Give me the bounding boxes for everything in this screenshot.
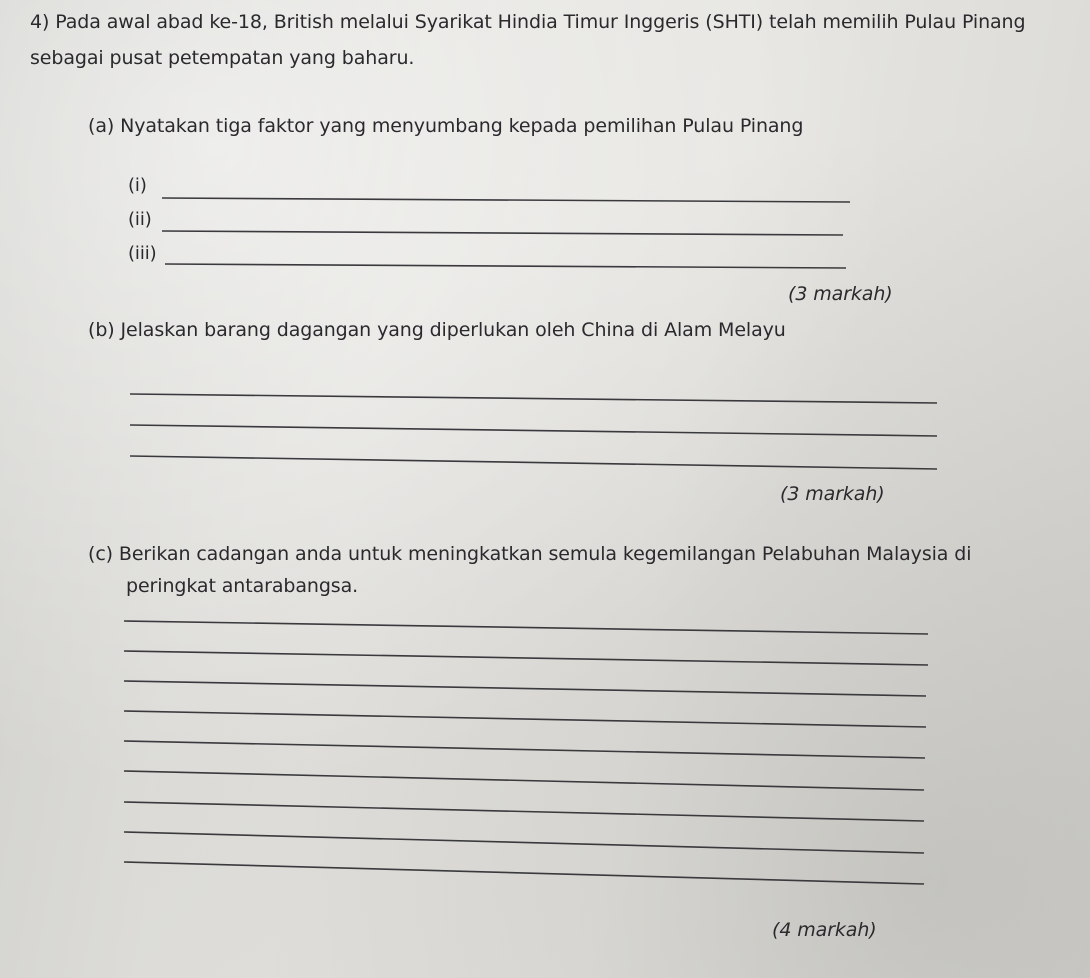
part-c-answer-line-4[interactable]: [124, 711, 926, 727]
part-b-marks: (3 markah): [780, 483, 885, 505]
part-b-prompt: (b) Jelaskan barang dagangan yang diperlukan oleh China di Alam Melayu: [88, 319, 786, 341]
part-a-item-2-label: (ii): [128, 209, 152, 230]
part-a-marks: (3 markah): [788, 283, 893, 305]
part-c-answer-line-3[interactable]: [124, 681, 926, 696]
part-a-answer-line-3[interactable]: [165, 264, 846, 268]
part-b-answer-line-2[interactable]: [130, 425, 937, 436]
part-c-answer-line-1[interactable]: [124, 621, 928, 634]
part-c-answer-line-8[interactable]: [124, 832, 924, 853]
part-a-item-3-label: (iii): [128, 243, 157, 264]
part-a-answer-line-2[interactable]: [162, 231, 843, 235]
part-a-item-1-label: (i): [128, 175, 147, 196]
part-c-answer-line-5[interactable]: [124, 741, 925, 758]
part-c-answer-line-7[interactable]: [124, 802, 924, 821]
part-a-answer-line-1[interactable]: [162, 198, 850, 202]
part-c-marks: (4 markah): [772, 919, 877, 941]
part-b-answer-line-3[interactable]: [130, 456, 937, 469]
part-c-answer-line-2[interactable]: [124, 651, 928, 665]
part-c-answer-line-6[interactable]: [124, 771, 924, 790]
question-intro-line-1: 4) Pada awal abad ke-18, British melalui Syarikat Hindia Timur Inggeris (SHTI) telah memilih Pulau Pinang: [30, 11, 1026, 33]
part-c-prompt-line-1: (c) Berikan cadangan anda untuk meningkatkan semula kegemilangan Pelabuhan Malaysia di: [88, 543, 972, 565]
part-c-prompt-line-2: peringkat antarabangsa.: [126, 575, 359, 597]
part-b-answer-line-1[interactable]: [130, 394, 937, 403]
question-intro-line-2: sebagai pusat petempatan yang baharu.: [30, 47, 415, 69]
part-a-prompt: (a) Nyatakan tiga faktor yang menyumbang kepada pemilihan Pulau Pinang: [88, 115, 804, 137]
part-c-answer-line-9[interactable]: [124, 862, 924, 884]
